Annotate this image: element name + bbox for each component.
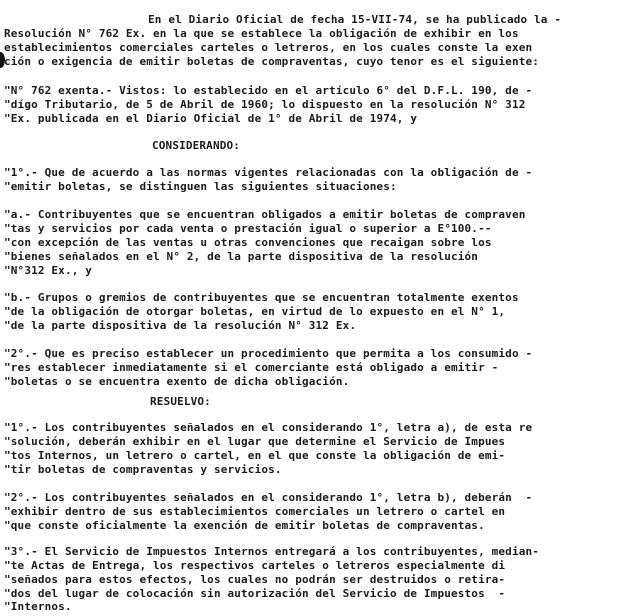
- resuelvo-2-line: "exhibir dentro de sus establecimientos comerciales un letrero o cartel en: [4, 505, 506, 518]
- resuelvo-1-line: "1°.- Los contribuyentes señalados en el considerando 1°, letra a), de esta re: [4, 421, 533, 434]
- resuelvo-3-line: "señados para estos efectos, los cuales no podrán ser destruidos o retira-: [4, 573, 506, 586]
- resuelvo-1-line: "solución, deberán exhibir en el lugar que determine el Servicio de Impues: [4, 435, 506, 448]
- intro-line: ción o exigencia de emitir boletas de compraventas, cuyo tenor es el siguiente:: [4, 55, 540, 68]
- intro-line: En el Diario Oficial de fecha 15-VII-74, se ha publicado la -: [148, 13, 562, 26]
- considerando-a-line: "con excepción de las ventas u otras convenciones que recaigan sobre los: [4, 236, 492, 249]
- intro-line: Resolución N° 762 Ex. en la que se establece la obligación de exhibir en los: [4, 27, 519, 40]
- resuelvo-3-line: "dos del lugar de colocación sin autorización del Servicio de Impuestos -: [4, 587, 506, 600]
- resuelvo-3-line: "te Actas de Entrega, los respectivos carteles o letreros especialmente di: [4, 559, 506, 572]
- resuelvo-heading: RESUELVO:: [150, 395, 211, 408]
- considerando-a-line: "bienes señalados en el N° 2, de la parte dispositiva de la resolución: [4, 250, 479, 263]
- vistos-line: "N° 762 exenta.- Vistos: lo establecido en el artículo 6° del D.F.L. 190, de -: [4, 84, 533, 97]
- intro-line: establecimientos comerciales carteles o letreros, en los cuales conste la exen: [4, 41, 533, 54]
- resuelvo-3-line: "Internos.: [4, 600, 72, 613]
- resuelvo-1-line: "tos Internos, un letrero o cartel, en el que conste la obligación de emi-: [4, 449, 506, 462]
- considerando-b-line: "de la obligación de otorgar boletas, en virtud de lo expuesto en el N° 1,: [4, 305, 506, 318]
- considerando-1-line: "1°.- Que de acuerdo a las normas vigentes relacionadas con la obligación de -: [4, 166, 533, 179]
- considerando-a-line: "tas y servicios por cada venta o prestación igual o superior a E°100.--: [4, 222, 492, 235]
- resuelvo-2-line: "que conste oficialmente la exención de emitir boletas de compraventas.: [4, 519, 485, 532]
- vistos-line: "dígo Tributario, de 5 de Abril de 1960; lo dispuesto en la resolución N° 312: [4, 98, 526, 111]
- considerando-1-line: "emitir boletas, se distinguen las siguientes situaciones:: [4, 180, 397, 193]
- vistos-line: "Ex. publicada en el Diario Oficial de 1° de Abril de 1974, y: [4, 112, 418, 125]
- considerando-heading: CONSIDERANDO:: [152, 139, 241, 152]
- considerando-b-line: "de la parte dispositiva de la resolución N° 312 Ex.: [4, 319, 357, 332]
- considerando-a-line: "N°312 Ex., y: [4, 264, 93, 277]
- considerando-b-line: "b.- Grupos o gremios de contribuyentes que se encuentran totalmente exentos: [4, 291, 519, 304]
- resuelvo-2-line: "2°.- Los contribuyentes señalados en el considerando 1°, letra b), deberán -: [4, 491, 533, 504]
- considerando-a-line: "a.- Contribuyentes que se encuentran obligados a emitir boletas de compraven: [4, 208, 526, 221]
- considerando-2-line: "2°.- Que es preciso establecer un procedimiento que permita a los consumido -: [4, 347, 533, 360]
- resuelvo-1-line: "tir boletas de compraventas y servicios.: [4, 463, 282, 476]
- considerando-2-line: "res establecer inmediatamente si el comerciante está obligado a emitir -: [4, 361, 499, 374]
- considerando-2-line: "boletas o se encuentra exento de dicha obligación.: [4, 375, 350, 388]
- resuelvo-3-line: "3°.- El Servicio de Impuestos Internos entregará a los contribuyentes, median-: [4, 545, 540, 558]
